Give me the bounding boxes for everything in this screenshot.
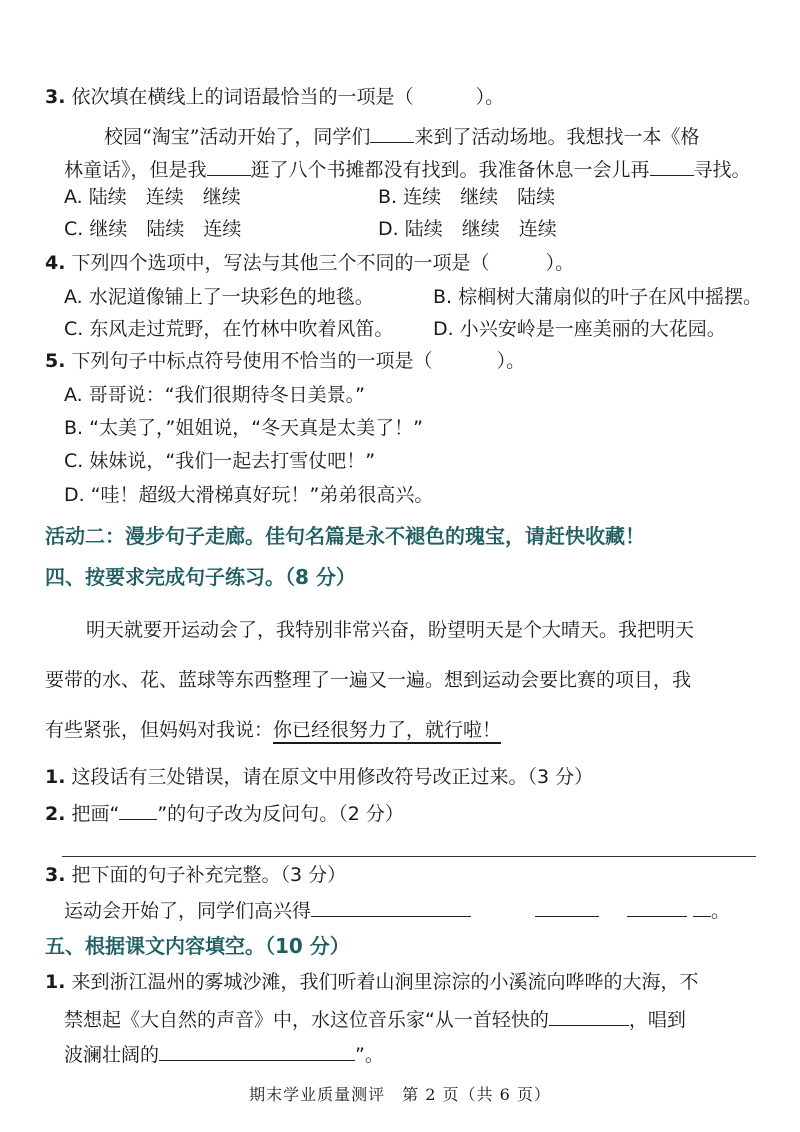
q3-option-b: B. 连续 继续 陆续 bbox=[378, 186, 556, 208]
task1-text: 这段话有三处错误，请在原文中用修改符号改正过来。（3 分） bbox=[71, 766, 594, 788]
section-five-q1-text1: 来到浙江温州的雾城沙滩，我们听着山涧里淙淙的小溪流向哗哗的大海，不 bbox=[71, 971, 699, 993]
task1-number: 1. bbox=[45, 766, 66, 788]
q4-text: 下列四个选项中，写法与其他三个不同的一项是（ bbox=[71, 252, 490, 274]
q3-passage-line1 bbox=[104, 122, 699, 150]
task2-number: 2. bbox=[45, 803, 66, 825]
section-five-blank-1[interactable] bbox=[549, 1005, 629, 1026]
q3-option-d: D. 陆续 继续 连续 bbox=[378, 218, 557, 240]
task2-text-a: 把画“ bbox=[71, 803, 120, 825]
q3-option-c: C. 继续 陆续 连续 bbox=[64, 218, 242, 240]
q4-option-b: B. 棕榈树大蒲扇似的叶子在风中摇摆。 bbox=[433, 286, 763, 308]
q5-option-c: C. 妹妹说，“我们一起去打雪仗吧！” bbox=[64, 450, 376, 472]
activity-two-heading: 活动二：漫步句子走廊。佳句名篇是永不褪色的瑰宝，请赶快收藏！ bbox=[45, 524, 645, 548]
q3-passage-line2 bbox=[64, 155, 751, 183]
q4-option-a: A. 水泥道像铺上了一块彩色的地毯。 bbox=[64, 286, 374, 308]
q3-p2c: 寻找。 bbox=[693, 159, 751, 181]
section-five-q1-text2a: 禁想起《大自然的声音》中，水这位音乐家“从一首轻快的 bbox=[64, 1009, 549, 1031]
q3-option-a: A. 陆续 连续 继续 bbox=[64, 186, 241, 208]
task3-number: 3. bbox=[45, 864, 66, 886]
page-footer: 期末学业质量测评 第 2 页（共 6 页） bbox=[249, 1085, 551, 1104]
q3-number: 3. bbox=[45, 86, 66, 108]
task3-text: 把下面的句子补充完整。（3 分） bbox=[71, 864, 347, 886]
task3-blank-4[interactable] bbox=[693, 896, 711, 917]
task2-answer-line[interactable] bbox=[62, 856, 756, 857]
section-five-q1-number: 1. bbox=[45, 971, 66, 993]
q3-p2b: 逛了八个书摊都没有找到。我准备休息一会儿再 bbox=[250, 159, 650, 181]
section-five-q1-text3a: 波澜壮阔的 bbox=[64, 1044, 160, 1066]
q3-stem bbox=[45, 84, 504, 110]
section-four-paragraph-line1: 明天就要开运动会了，我特别非常兴奋，盼望明天是个大晴天。我把明天 bbox=[86, 619, 695, 641]
section-four-task1 bbox=[45, 764, 593, 790]
task3-blank-3[interactable] bbox=[627, 896, 687, 917]
q5-close: ）。 bbox=[496, 350, 526, 372]
task3-sentence-lead: 运动会开始了，同学们高兴得 bbox=[64, 900, 312, 922]
section-five-q1-text2b: ，唱到 bbox=[628, 1009, 686, 1031]
q3-blank-2 bbox=[207, 155, 251, 176]
section-four-title: 四、按要求完成句子练习。（8 分） bbox=[45, 565, 356, 589]
q4-number: 4. bbox=[45, 252, 66, 274]
section-five-q1-line2 bbox=[64, 1005, 686, 1033]
paragraph-line3-lead: 有些紧张，但妈妈对我说： bbox=[45, 719, 274, 741]
task2-underline-sample bbox=[119, 799, 157, 820]
q4-option-c: C. 东风走过荒野，在竹林中吹着风笛。 bbox=[64, 318, 394, 340]
section-four-task3 bbox=[45, 862, 346, 888]
q5-text: 下列句子中标点符号使用不恰当的一项是（ bbox=[71, 350, 433, 372]
section-four-task2 bbox=[45, 799, 404, 827]
q5-option-d: D. “哇！超级大滑梯真好玩！”弟弟很高兴。 bbox=[64, 484, 434, 506]
q3-text: 依次填在横线上的词语最恰当的一项是（ bbox=[71, 86, 414, 108]
q3-blank-3 bbox=[650, 155, 694, 176]
task3-blank-2[interactable] bbox=[535, 896, 599, 917]
q4-close: ）。 bbox=[545, 252, 575, 274]
task2-text-b: ”的句子改为反问句。（2 分） bbox=[157, 803, 404, 825]
q5-option-b: B. “太美了，”姐姐说，“冬天真是太美了！” bbox=[64, 417, 423, 439]
section-five-q1-text3b: ”。 bbox=[355, 1044, 384, 1066]
section-five-blank-2[interactable] bbox=[159, 1040, 355, 1061]
q3-p1a: 校园“淘宝”活动开始了，同学们 bbox=[104, 126, 371, 148]
q4-stem bbox=[45, 250, 574, 276]
task3-sentence bbox=[64, 896, 730, 924]
q5-option-a: A. 哥哥说：“我们很期待冬日美景。” bbox=[64, 384, 365, 406]
task3-period: 。 bbox=[711, 900, 731, 922]
q3-p2a: 林童话》，但是我 bbox=[64, 159, 207, 181]
section-four-paragraph-line3 bbox=[45, 717, 501, 743]
q4-option-d: D. 小兴安岭是一座美丽的大花园。 bbox=[433, 318, 726, 340]
section-five-title: 五、根据课文内容填空。（10 分） bbox=[45, 934, 350, 958]
section-five-q1-line1 bbox=[45, 969, 699, 995]
q3-p1b: 来到了活动场地。我想找一本《格 bbox=[414, 126, 700, 148]
section-four-paragraph-line2: 要带的水、花、蓝球等东西整理了一遍又一遍。想到运动会要比赛的项目，我 bbox=[45, 669, 692, 691]
task3-blank-1[interactable] bbox=[311, 896, 471, 917]
marked-sentence: 你已经很努力了，就行啦！ bbox=[273, 719, 502, 741]
q5-stem bbox=[45, 348, 525, 374]
q3-close: ）。 bbox=[475, 86, 505, 108]
section-five-q1-line3 bbox=[64, 1040, 384, 1068]
q5-number: 5. bbox=[45, 350, 66, 372]
q3-blank-1 bbox=[370, 122, 414, 143]
